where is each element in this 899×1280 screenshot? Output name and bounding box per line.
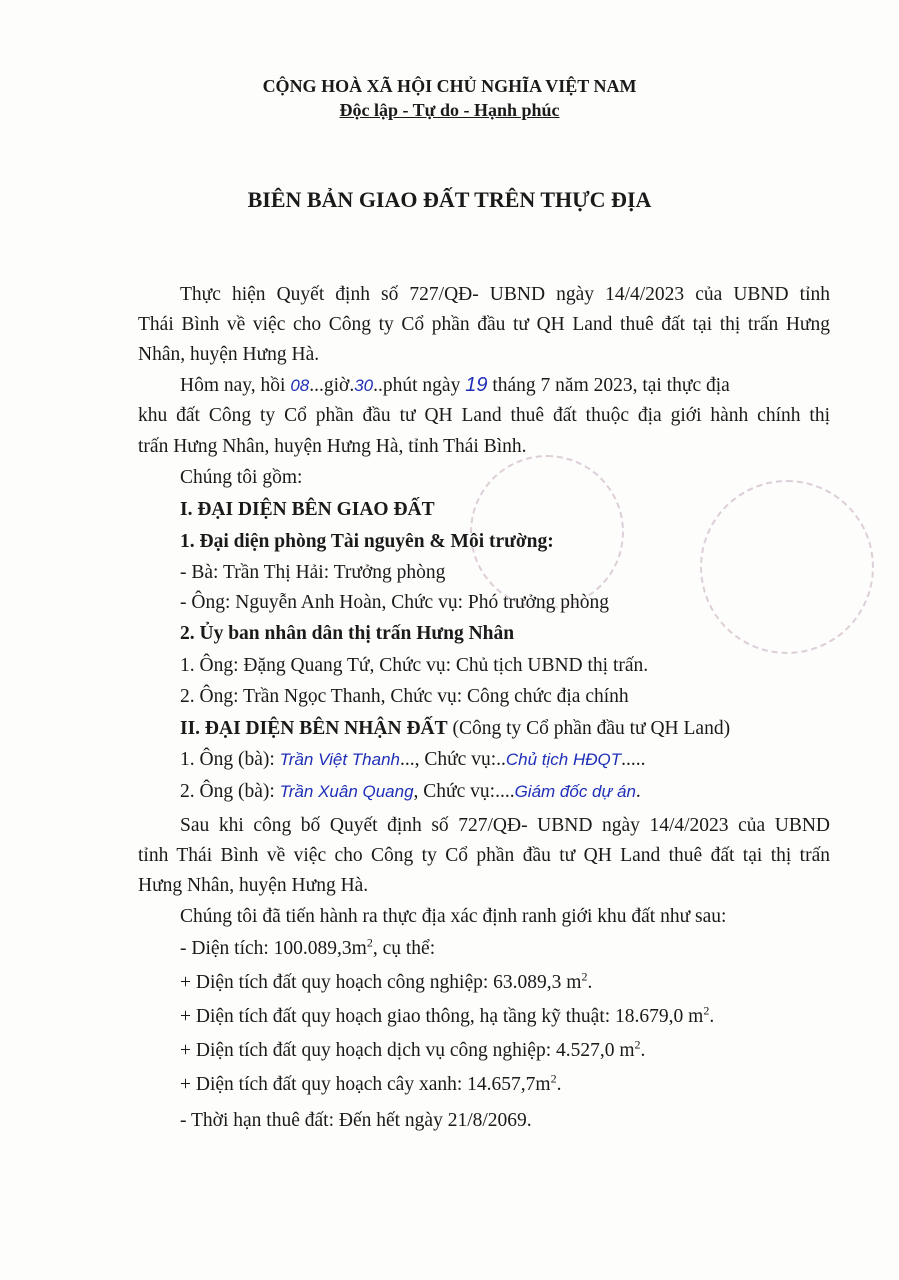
area-item: + Diện tích đất quy hoạch giao thông, hạ tầng kỹ thuật: 18.679,0 $m^2$. [180,1003,715,1027]
handwritten-minute: 30 [354,376,374,395]
para2-line: Hôm nay, hồi 08...giờ.30..phút ngày 19 tháng 7 năm 2023, tại thực địa [180,374,730,396]
handwritten-day: 19 [465,374,488,396]
area-item: + Diện tích đất quy hoạch cây xanh: $14.657,7m^2$. [180,1071,562,1095]
para3-line: tỉnh Thái Bình về việc cho Công ty Cổ phần đầu tư QH Land thuê đất tại thị trấn [138,845,830,866]
para1-line: Thực hiện Quyết định số 727/QĐ- UBND ngày 14/4/2023 của UBND tỉnh [180,284,830,305]
receiver-member: 2. Ông (bà): Trần Xuân Quang, Chức vụ:....Giám đốc dự án. [180,781,641,802]
para3-line: Sau khi công bố Quyết định số 727/QĐ- UBND ngày 14/4/2023 của UBND [180,815,830,836]
member: 2. Ông: Trần Ngọc Thanh, Chức vụ: Công chức địa chính [180,686,629,707]
para2-line: khu đất Công ty Cổ phần đầu tư QH Land thuê đất thuộc địa giới hành chính thị [138,405,830,426]
document-title: BIÊN BẢN GIAO ĐẤT TRÊN THỰC ĐỊA [247,187,652,212]
handwritten-position: Chủ tịch HĐQT [505,750,622,769]
para3-line: Hưng Nhân, huyện Hưng Hà. [138,875,369,896]
para1-line: Thái Bình về việc cho Công ty Cổ phần đầu tư QH Land thuê đất tại thị trấn Hưng [138,314,830,335]
stamp-impression [700,480,874,654]
section1-title: I. ĐẠI DIỆN BÊN GIAO ĐẤT [180,499,435,520]
lease-term: - Thời hạn thuê đất: Đến hết ngày 21/8/2069. [180,1110,532,1131]
section1-sub2-title: 2. Ủy ban nhân dân thị trấn Hưng Nhân [180,623,515,644]
handwritten-name: Trần Xuân Quang [279,782,414,801]
handwritten-hour: 08 [290,376,310,395]
area-total: - Diện tích: $100.089,3m^2$, cụ thể: [180,935,436,959]
member: - Ông: Nguyễn Anh Hoàn, Chức vụ: Phó trưởng phòng [180,592,610,613]
para4: Chúng tôi đã tiến hành ra thực địa xác định ranh giới khu đất như sau: [180,906,727,927]
area-item: + Diện tích đất quy hoạch công nghiệp: 63.089,3 $m^2$. [180,969,593,993]
section2-heading: II. ĐẠI DIỆN BÊN NHẬN ĐẤT (Công ty Cổ phần đầu tư QH Land) [180,718,731,739]
section1-sub1-title: 1. Đại diện phòng Tài nguyên & Môi trường: [180,531,554,552]
motto: Độc lập - Tự do - Hạnh phúc [339,100,560,120]
member: 1. Ông: Đặng Quang Tứ, Chức vụ: Chủ tịch UBND thị trấn. [180,655,649,676]
area-item: + Diện tích đất quy hoạch dịch vụ công nghiệp: 4.527,0 $m^2$. [180,1037,646,1061]
handwritten-name: Trần Việt Thanh [279,750,400,769]
para2-line: trấn Hưng Nhân, huyện Hưng Hà, tỉnh Thái Bình. [138,436,527,457]
we-include: Chúng tôi gồm: [180,467,303,488]
para1-line: Nhân, huyện Hưng Hà. [138,344,320,365]
member: - Bà: Trần Thị Hải: Trưởng phòng [180,562,446,583]
nation-header: CỘNG HOÀ XÃ HỘI CHỦ NGHĨA VIỆT NAM [262,76,637,96]
receiver-member: 1. Ông (bà): Trần Việt Thanh..., Chức vụ:..Chủ tịch HĐQT..... [180,749,646,770]
handwritten-position: Giám đốc dự án [514,782,636,801]
